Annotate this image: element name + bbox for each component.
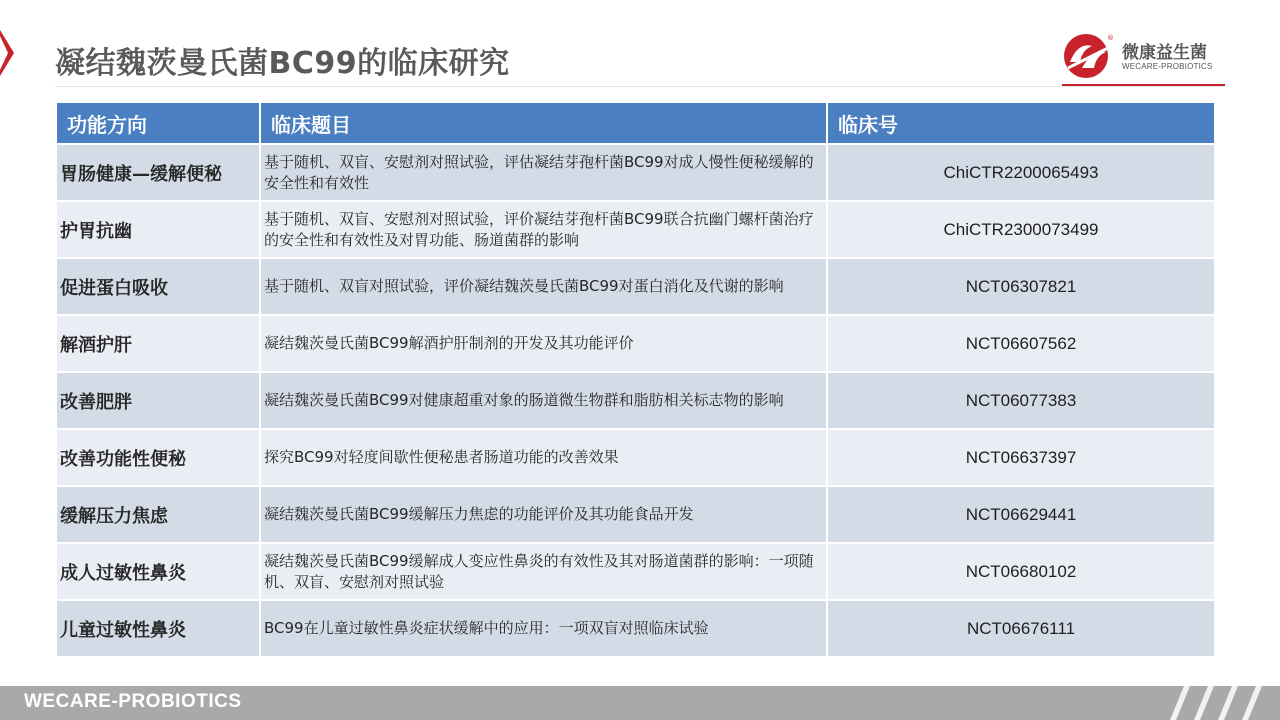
cell-topic: 基于随机、双盲对照试验，评价凝结魏茨曼氏菌BC99对蛋白消化及代谢的影响	[261, 259, 828, 314]
header-topic: 临床题目	[261, 103, 828, 143]
cell-trial-id: NCT06637397	[965, 447, 1077, 467]
cell-trial-id: NCT06676111	[966, 618, 1076, 638]
table-row	[57, 202, 1214, 259]
registered-mark: ®	[1107, 34, 1114, 42]
table-row	[57, 430, 1214, 487]
clinical-trials-table	[57, 103, 1214, 658]
cell-direction: 成人过敏性鼻炎	[57, 544, 261, 599]
cell-trial-id: ChiCTR2200065493	[943, 162, 1099, 182]
brand-name-cn: 微康益生菌	[1122, 43, 1207, 63]
cell-topic: 探究BC99对轻度间歇性便秘患者肠道功能的改善效果	[261, 430, 828, 485]
table-header-row	[57, 103, 1214, 145]
header-trial-id: 临床号	[838, 112, 898, 137]
cell-topic: 基于随机、双盲、安慰剂对照试验，评价凝结芽孢杆菌BC99联合抗幽门螺杆菌治疗的安全性和有效性及对胃功能、肠道菌群的影响	[261, 202, 828, 257]
cell-direction: 护胃抗幽	[57, 202, 261, 257]
table-row	[57, 601, 1214, 658]
title-divider	[55, 86, 1225, 87]
footer-brand-text: WECARE-PROBIOTICS	[24, 691, 242, 712]
cell-topic: 凝结魏茨曼氏菌BC99解酒护肝制剂的开发及其功能评价	[261, 316, 828, 371]
cell-trial-id: ChiCTR2300073499	[943, 219, 1099, 239]
cell-topic: BC99在儿童过敏性鼻炎症状缓解中的应用：一项双盲对照临床试验	[261, 601, 828, 656]
cell-topic: 凝结魏茨曼氏菌BC99缓解压力焦虑的功能评价及其功能食品开发	[261, 487, 828, 542]
cell-trial-id: NCT06680102	[965, 561, 1077, 581]
cell-direction: 缓解压力焦虑	[57, 487, 261, 542]
brand-logo	[1062, 32, 1227, 88]
cell-trial-id: NCT06307821	[965, 276, 1077, 296]
brand-name-en: WECARE-PROBIOTICS	[1122, 62, 1213, 71]
page-title: 凝结魏茨曼氏菌BC99的临床研究	[55, 46, 510, 81]
table-row	[57, 316, 1214, 373]
table-row	[57, 487, 1214, 544]
cell-topic: 凝结魏茨曼氏菌BC99对健康超重对象的肠道微生物群和脂肪相关标志物的影响	[261, 373, 828, 428]
table-row	[57, 544, 1214, 601]
cell-trial-id: NCT06607562	[965, 333, 1077, 353]
cell-direction: 胃肠健康—缓解便秘	[57, 145, 261, 200]
cell-direction: 改善肥胖	[57, 373, 261, 428]
cell-trial-id: NCT06629441	[965, 504, 1077, 524]
footer-bar	[0, 686, 1280, 720]
cell-direction: 促进蛋白吸收	[57, 259, 261, 314]
footer-stripes-decoration	[1150, 686, 1280, 720]
table-row	[57, 373, 1214, 430]
header-direction: 功能方向	[57, 103, 261, 143]
brand-underline	[1062, 84, 1225, 86]
cell-direction: 解酒护肝	[57, 316, 261, 371]
table-row	[57, 259, 1214, 316]
cell-topic: 凝结魏茨曼氏菌BC99缓解成人变应性鼻炎的有效性及其对肠道菌群的影响：一项随机、双盲、安慰剂对照试验	[261, 544, 828, 599]
left-accent-marker-inner	[0, 36, 8, 70]
cell-topic: 基于随机、双盲、安慰剂对照试验，评估凝结芽孢杆菌BC99对成人慢性便秘缓解的安全性和有效性	[261, 145, 828, 200]
cell-trial-id: NCT06077383	[965, 390, 1077, 410]
cell-direction: 改善功能性便秘	[57, 430, 261, 485]
table-row	[57, 145, 1214, 202]
cell-direction: 儿童过敏性鼻炎	[57, 601, 261, 656]
